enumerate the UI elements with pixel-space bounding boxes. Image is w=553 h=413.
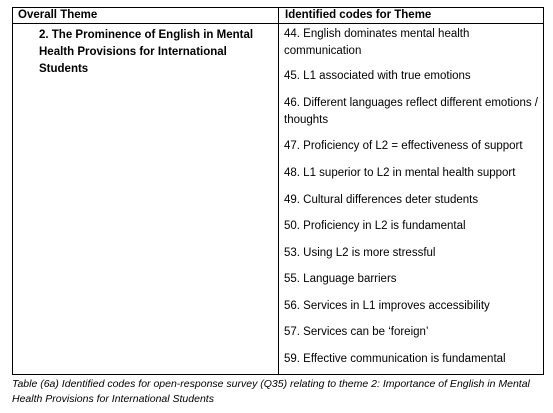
code-item: 44. English dominates mental health communication bbox=[284, 28, 470, 57]
column-divider bbox=[278, 8, 279, 374]
code-item: 49. Cultural differences deter students bbox=[284, 194, 479, 206]
code-item: 48. L1 superior to L2 in mental health support bbox=[284, 167, 516, 179]
codes-table bbox=[12, 7, 544, 375]
code-item: 56. Services in L1 improves accessibility bbox=[284, 300, 490, 312]
code-item: 59. Effective communication is fundamental bbox=[284, 353, 506, 365]
code-item: 55. Language barriers bbox=[284, 273, 397, 285]
code-item: 50. Proficiency in L2 is fundamental bbox=[284, 220, 466, 232]
header-identified-codes: Identified codes for Theme bbox=[285, 9, 432, 21]
theme-title: 2. The Prominence of English in Mental Health Provisions for International Students bbox=[39, 29, 254, 75]
header-overall-theme: Overall Theme bbox=[18, 9, 98, 21]
table-caption: Table (6a) Identified codes for open-response survey (Q35) relating to theme 2: Importance of English in Mental Health Provisions for International Students bbox=[12, 378, 530, 405]
code-item: 46. Different languages reflect different emotions / thoughts bbox=[284, 97, 539, 126]
code-item: 57. Services can be ‘foreign’ bbox=[284, 326, 429, 338]
code-item: 45. L1 associated with true emotions bbox=[284, 70, 471, 82]
code-item: 47. Proficiency of L2 = effectiveness of support bbox=[284, 140, 523, 152]
code-item: 53. Using L2 is more stressful bbox=[284, 247, 436, 259]
